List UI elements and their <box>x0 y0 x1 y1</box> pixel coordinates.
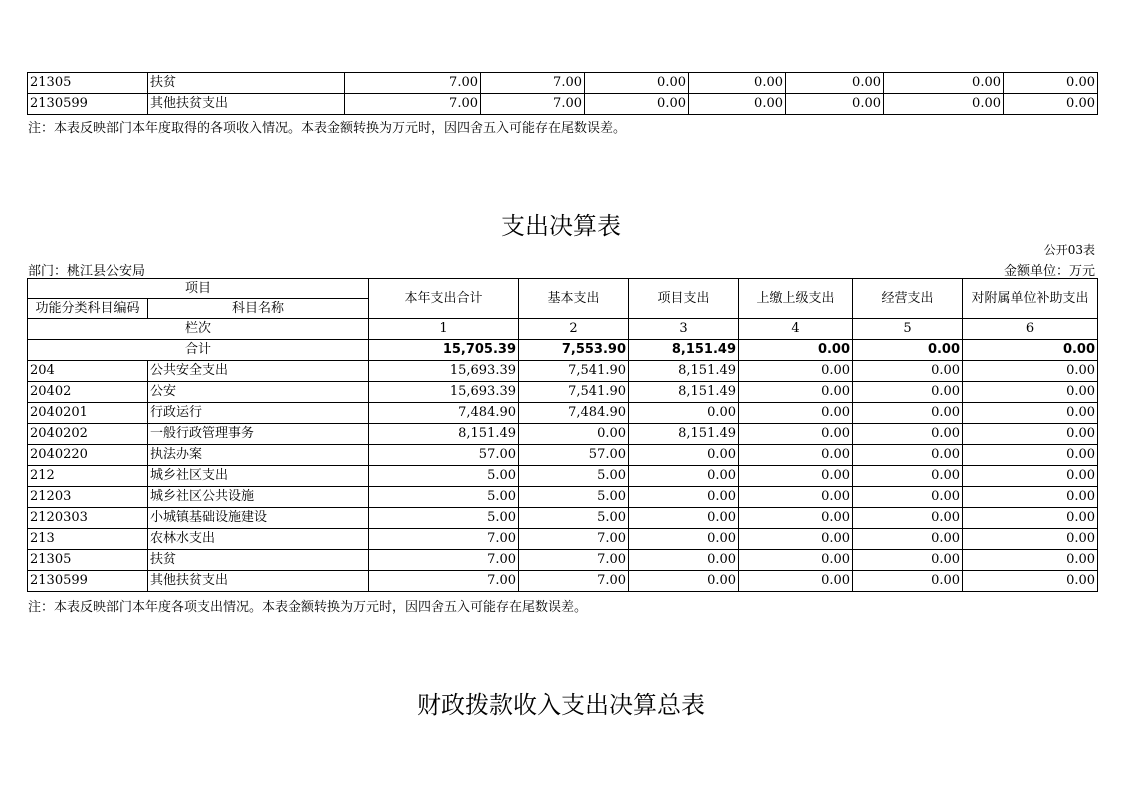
header-total-expense: 本年支出合计 <box>369 279 519 319</box>
amount-cell: 7.00 <box>345 94 481 115</box>
total-value: 7,553.90 <box>519 340 629 361</box>
column-index: 6 <box>963 319 1098 340</box>
header-item: 项目 <box>28 279 369 299</box>
amount-cell: 5.00 <box>519 508 629 529</box>
account-code: 21305 <box>28 550 148 571</box>
expense-table-note: 注：本表反映部门本年度各项支出情况。本表金额转换为万元时，因四舍五入可能存在尾数误差。 <box>28 600 588 615</box>
amount-cell: 0.00 <box>853 508 963 529</box>
table-row <box>28 403 1098 424</box>
amount-cell: 7,484.90 <box>369 403 519 424</box>
amount-cell: 0.00 <box>1004 94 1098 115</box>
amount-cell: 0.00 <box>963 487 1098 508</box>
amount-cell: 7.00 <box>481 73 585 94</box>
amount-cell: 0.00 <box>853 361 963 382</box>
amount-cell: 0.00 <box>884 73 1004 94</box>
amount-cell: 0.00 <box>519 424 629 445</box>
column-index: 3 <box>629 319 739 340</box>
amount-cell: 7.00 <box>519 571 629 592</box>
column-index: 1 <box>369 319 519 340</box>
amount-cell: 0.00 <box>963 403 1098 424</box>
header-code: 功能分类科目编码 <box>28 299 148 319</box>
amount-cell: 0.00 <box>739 424 853 445</box>
amount-cell: 0.00 <box>853 382 963 403</box>
amount-cell: 0.00 <box>629 445 739 466</box>
total-label: 合计 <box>28 340 369 361</box>
amount-cell: 0.00 <box>786 73 884 94</box>
amount-cell: 0.00 <box>739 466 853 487</box>
account-name: 城乡社区公共设施 <box>148 487 369 508</box>
amount-cell: 0.00 <box>629 571 739 592</box>
amount-cell: 5.00 <box>519 466 629 487</box>
table-row <box>28 445 1098 466</box>
amount-cell: 0.00 <box>629 487 739 508</box>
amount-cell: 5.00 <box>519 487 629 508</box>
next-section-title: 财政拨款收入支出决算总表 <box>417 691 705 719</box>
amount-cell: 7.00 <box>345 73 481 94</box>
account-code: 2040220 <box>28 445 148 466</box>
account-name: 扶贫 <box>148 550 369 571</box>
account-name: 城乡社区支出 <box>148 466 369 487</box>
total-value: 0.00 <box>963 340 1098 361</box>
income-table-continuation <box>27 72 1098 115</box>
amount-cell: 7.00 <box>369 550 519 571</box>
amount-cell: 0.00 <box>853 529 963 550</box>
table-row <box>28 424 1098 445</box>
column-index: 5 <box>853 319 963 340</box>
amount-cell: 7.00 <box>481 94 585 115</box>
total-value: 0.00 <box>853 340 963 361</box>
amount-unit-label: 金额单位：万元 <box>1003 264 1095 279</box>
amount-cell: 7,541.90 <box>519 382 629 403</box>
total-row <box>28 340 1098 361</box>
header-remit-expense: 上缴上级支出 <box>739 279 853 319</box>
form-number: 公开03表 <box>1043 243 1095 257</box>
amount-cell: 0.00 <box>739 382 853 403</box>
amount-cell: 0.00 <box>963 508 1098 529</box>
amount-cell: 0.00 <box>963 529 1098 550</box>
account-code: 2040201 <box>28 403 148 424</box>
amount-cell: 0.00 <box>853 445 963 466</box>
account-code: 2130599 <box>28 571 148 592</box>
total-value: 8,151.49 <box>629 340 739 361</box>
account-code: 2130599 <box>28 94 148 115</box>
income-table-note: 注：本表反映部门本年度取得的各项收入情况。本表金额转换为万元时，因四舍五入可能存在尾数误差。 <box>28 121 627 136</box>
amount-cell: 7.00 <box>369 571 519 592</box>
table-row <box>28 361 1098 382</box>
table-row <box>28 508 1098 529</box>
amount-cell: 0.00 <box>585 73 689 94</box>
column-index: 2 <box>519 319 629 340</box>
account-code: 21305 <box>28 73 148 94</box>
table-row <box>28 382 1098 403</box>
amount-cell: 0.00 <box>629 529 739 550</box>
account-name: 执法办案 <box>148 445 369 466</box>
account-code: 21203 <box>28 487 148 508</box>
account-code: 204 <box>28 361 148 382</box>
amount-cell: 0.00 <box>786 94 884 115</box>
table-row <box>28 529 1098 550</box>
account-name: 公共安全支出 <box>148 361 369 382</box>
amount-cell: 0.00 <box>963 424 1098 445</box>
amount-cell: 5.00 <box>369 487 519 508</box>
header-project-expense: 项目支出 <box>629 279 739 319</box>
account-name: 其他扶贫支出 <box>148 571 369 592</box>
amount-cell: 7.00 <box>519 550 629 571</box>
amount-cell: 0.00 <box>853 487 963 508</box>
amount-cell: 57.00 <box>369 445 519 466</box>
amount-cell: 0.00 <box>963 382 1098 403</box>
amount-cell: 8,151.49 <box>369 424 519 445</box>
account-code: 212 <box>28 466 148 487</box>
header-basic-expense: 基本支出 <box>519 279 629 319</box>
amount-cell: 0.00 <box>853 424 963 445</box>
account-name: 一般行政管理事务 <box>148 424 369 445</box>
amount-cell: 7.00 <box>519 529 629 550</box>
table-row <box>28 571 1098 592</box>
amount-cell: 0.00 <box>1004 73 1098 94</box>
total-value: 15,705.39 <box>369 340 519 361</box>
amount-cell: 0.00 <box>739 403 853 424</box>
account-code: 20402 <box>28 382 148 403</box>
amount-cell: 0.00 <box>689 94 786 115</box>
amount-cell: 0.00 <box>739 361 853 382</box>
account-code: 2120303 <box>28 508 148 529</box>
account-name: 扶贫 <box>148 73 345 94</box>
amount-cell: 0.00 <box>739 571 853 592</box>
amount-cell: 0.00 <box>629 550 739 571</box>
table-row <box>28 487 1098 508</box>
table-row <box>28 466 1098 487</box>
amount-cell: 0.00 <box>963 466 1098 487</box>
amount-cell: 0.00 <box>629 508 739 529</box>
account-name: 小城镇基础设施建设 <box>148 508 369 529</box>
amount-cell: 0.00 <box>884 94 1004 115</box>
amount-cell: 5.00 <box>369 508 519 529</box>
amount-cell: 0.00 <box>739 529 853 550</box>
amount-cell: 8,151.49 <box>629 361 739 382</box>
account-name: 行政运行 <box>148 403 369 424</box>
amount-cell: 0.00 <box>629 403 739 424</box>
amount-cell: 0.00 <box>739 445 853 466</box>
amount-cell: 7,541.90 <box>519 361 629 382</box>
amount-cell: 0.00 <box>963 550 1098 571</box>
amount-cell: 8,151.49 <box>629 382 739 403</box>
amount-cell: 0.00 <box>585 94 689 115</box>
amount-cell: 0.00 <box>739 550 853 571</box>
account-code: 2040202 <box>28 424 148 445</box>
total-value: 0.00 <box>739 340 853 361</box>
amount-cell: 7,484.90 <box>519 403 629 424</box>
page-title: 支出决算表 <box>501 212 621 240</box>
amount-cell: 0.00 <box>853 403 963 424</box>
account-code: 213 <box>28 529 148 550</box>
amount-cell: 5.00 <box>369 466 519 487</box>
amount-cell: 0.00 <box>739 508 853 529</box>
table-row <box>28 73 1098 94</box>
amount-cell: 0.00 <box>853 571 963 592</box>
amount-cell: 57.00 <box>519 445 629 466</box>
amount-cell: 0.00 <box>853 466 963 487</box>
header-business-expense: 经营支出 <box>853 279 963 319</box>
header-name: 科目名称 <box>148 299 369 319</box>
amount-cell: 0.00 <box>629 466 739 487</box>
account-name: 其他扶贫支出 <box>148 94 345 115</box>
column-index: 4 <box>739 319 853 340</box>
amount-cell: 0.00 <box>853 550 963 571</box>
department-label: 部门：桃江县公安局 <box>28 264 146 279</box>
account-name: 农林水支出 <box>148 529 369 550</box>
amount-cell: 8,151.49 <box>629 424 739 445</box>
table-row <box>28 94 1098 115</box>
amount-cell: 0.00 <box>963 571 1098 592</box>
amount-cell: 0.00 <box>963 361 1098 382</box>
amount-cell: 7.00 <box>369 529 519 550</box>
expense-table <box>27 278 1098 592</box>
amount-cell: 15,693.39 <box>369 382 519 403</box>
amount-cell: 15,693.39 <box>369 361 519 382</box>
header-subsidy-expense: 对附属单位补助支出 <box>963 279 1098 319</box>
table-row <box>28 550 1098 571</box>
amount-cell: 0.00 <box>689 73 786 94</box>
header-column-index-label: 栏次 <box>28 319 369 340</box>
amount-cell: 0.00 <box>963 445 1098 466</box>
amount-cell: 0.00 <box>739 487 853 508</box>
account-name: 公安 <box>148 382 369 403</box>
